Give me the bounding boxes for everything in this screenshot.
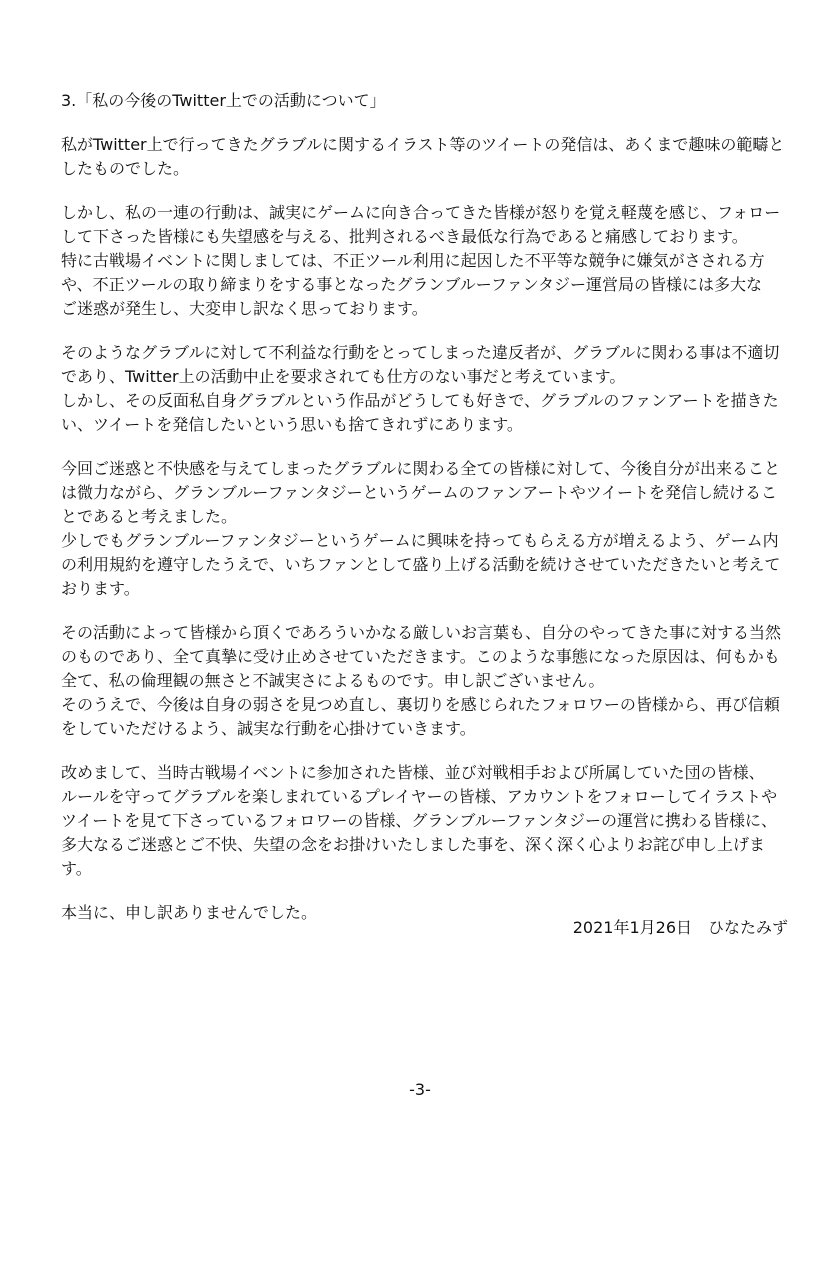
paragraph <box>61 621 801 741</box>
section-heading: 3.「私の今後のTwitter上での活動について」 <box>61 91 386 110</box>
text-line: ツイートを見て下さっているフォロワーの皆様、グランブルーファンタジーの運営に携わる皆様に、 <box>61 811 778 830</box>
text-line: い、ツイートを発信したいという思いも捨てきれずにあります。 <box>61 415 523 434</box>
paragraph <box>61 133 801 181</box>
text-line: 多大なるご迷惑とご不快、失望の念をお掛けいたしました事を、深く深く心よりお詫び申し上げま <box>61 835 766 854</box>
text-line: であり、Twitter上の活動中止を要求されても仕方のない事だと考えています。 <box>61 367 626 386</box>
text-line: ご迷惑が発生し、大変申し訳なく思っております。 <box>61 299 428 318</box>
text-line: しかし、私の一連の行動は、誠実にゲームに向き合ってきた皆様が怒りを覚え軽蔑を感じ、フォロー <box>61 203 781 222</box>
text-line: 改めまして、当時古戦場イベントに参加された皆様、並び対戦相手および所属していた団の皆様、 <box>61 763 765 782</box>
text-line: す。 <box>61 859 92 878</box>
text-line: そのうえで、今後は自身の弱さを見つめ直し、裏切りを感じられたフォロワーの皆様から、再び信頼 <box>61 695 780 714</box>
paragraph <box>61 341 801 437</box>
text-line: 全て、私の倫理観の無さと不誠実さによるものです。申し訳ございません。 <box>61 671 605 690</box>
text-line: のものであり、全て真摯に受け止めさせていただきます。このような事態になった原因は、何もかも <box>61 647 780 666</box>
text-line: 本当に、申し訳ありませんでした。 <box>61 903 318 922</box>
text-line: をしていただけるよう、誠実な行動を心掛けていきます。 <box>61 719 476 738</box>
text-line: しかし、その反面私自身グラブルという作品がどうしても好きで、グラブルのファンアートを描きた <box>61 391 779 410</box>
text-line: ルールを守ってグラブルを楽しまれているプレイヤーの皆様、アカウントをフォローしてイラストや <box>61 787 778 806</box>
text-line: 今回ご迷惑と不快感を与えてしまったグラブルに関わる全ての皆様に対して、今後自分が出来ること <box>61 459 781 478</box>
text-line: とであると考えました。 <box>61 507 238 526</box>
paragraph <box>61 761 801 881</box>
document-body <box>61 89 801 945</box>
text-line: の利用規約を遵守したうえで、いちファンとして盛り上げる活動を続けさせていただきたいと考えて <box>61 555 781 574</box>
text-line: 私がTwitter上で行ってきたグラブルに関するイラスト等のツイートの発信は、あくまで趣味の範疇と <box>61 135 785 154</box>
text-line: は微力ながら、グランブルーファンタジーというゲームのファンアートやツイートを発信し続けるこ <box>61 483 778 502</box>
page-number: -3- <box>409 1080 431 1099</box>
text-line: 特に古戦場イベントに関しましては、不正ツール利用に起因した不平等な競争に嫌気がさされる方 <box>61 251 765 270</box>
text-line: おります。 <box>61 579 140 598</box>
paragraph <box>61 457 801 601</box>
text-line: したものでした。 <box>61 159 190 178</box>
text-line: や、不正ツールの取り締まりをする事となったグランブルーファンタジー運営局の皆様には多大な <box>61 275 762 294</box>
paragraph <box>61 201 801 321</box>
text-line: そのようなグラブルに対して不利益な行動をとってしまった違反者が、グラブルに関わる事は不適切 <box>61 343 780 362</box>
text-line: して下さった皆様にも失望感を与える、批判されるべき最低な行為であると痛感しております。 <box>61 227 748 246</box>
paragraphs <box>61 133 801 925</box>
date-signature: 2021年1月26日 ひなたみず <box>572 918 788 937</box>
text-line: 少しでもグランブルーファンタジーというゲームに興味を持ってもらえる方が増えるよう、ゲーム内 <box>61 531 779 550</box>
text-line: その活動によって皆様から頂くであろういかなる厳しいお言葉も、自分のやってきた事に対する当然 <box>61 623 782 642</box>
